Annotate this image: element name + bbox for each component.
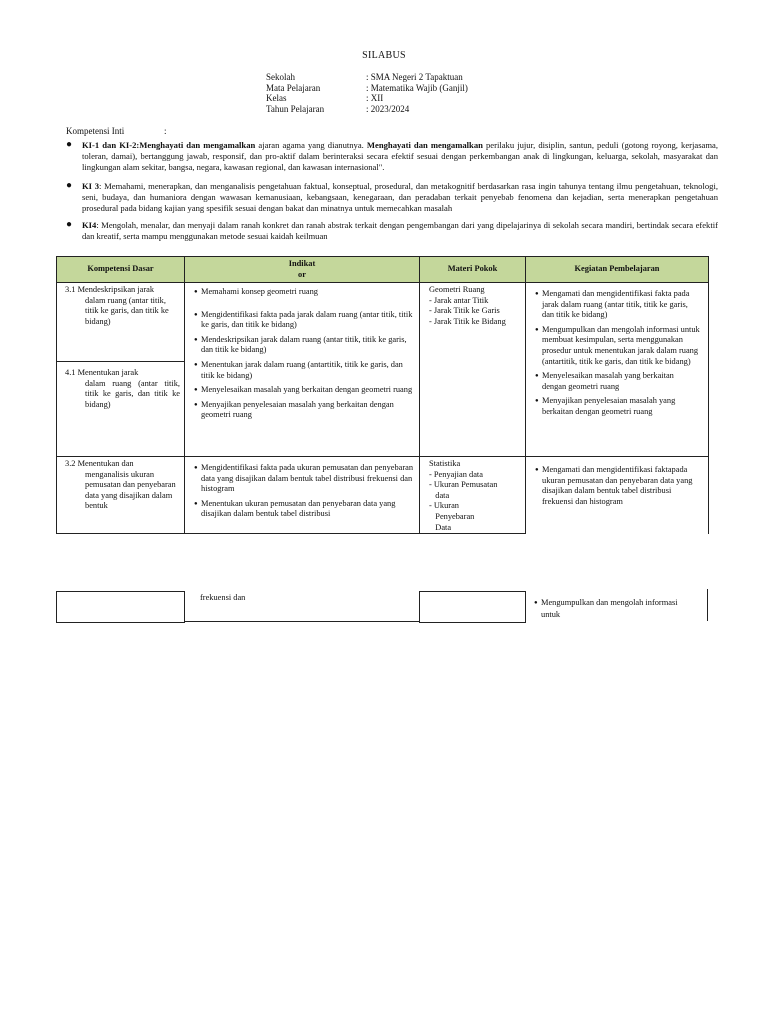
list-item: Data [429,522,452,532]
header-indikator-line2: or [298,269,306,279]
ki-1-2 [66,140,718,172]
table-row [57,283,709,362]
header-indikator-line1: Indikat [288,258,316,268]
table-row [57,457,709,534]
kd-3-2 [57,457,185,534]
info-label: Mata Pelajaran [266,82,321,93]
bullet-icon: ● [66,139,73,150]
syllabus-table [56,256,709,534]
info-value: : Matematika Wajib (Ganjil) [366,82,468,93]
table-header-row [57,257,709,283]
indikator-statistika [185,457,420,534]
ki-label: KI 3 [82,181,100,191]
bullet-icon: ● [66,180,73,191]
ki-text: : Mengolah, menalar, dan menyaji dalam ranah konkret dan ranah abstrak terkait dengan pengembangan dari yang dipelajarinya di sekolah secara mandiri, bertindak secara efektif dan kreatif, serta mampu menggunakan metode sesuai kaidah keilmuan [82,220,718,241]
list-item: ● Mengidentifikasi fakta pada jarak dalam ruang (antar titik, titik ke garis, dan titik ke bidang) [185,310,415,331]
ki-label: KI-1 dan KI-2 [82,140,137,150]
ki-4 [66,220,718,242]
kd-text: dalam ruang (antar titik, titik ke garis, dan titik ke bidang) [85,295,169,326]
list-item: - Penyajian data [429,469,483,479]
continuation-kegiatan-item [525,597,707,621]
kd-text: dalam ruang (antar titik, titik ke garis, dan titik ke bidang) [85,378,180,409]
list-item: ● Menentukan ukuran pemusatan dan penyebaran data yang disajikan dalam bentuk tabel distribusi [185,499,415,520]
info-label: Kelas [266,93,287,103]
kd-number: 4.1 Menentukan jarak [65,368,139,377]
continuation-materi-cell [419,591,526,623]
info-row-subject [266,83,468,94]
heading-text: Kompetensi Inti [66,126,125,136]
indikator-list [185,287,415,421]
list-item: ● Mengamati dan mengidentifikasi fakta pada jarak dalam ruang (antar titik, titik ke garis, dan titik ke bidang) [526,289,700,321]
bullet-icon: ● [534,600,538,606]
materi-title: Geometri Ruang [429,285,485,294]
bullet-icon: ● [66,219,73,230]
indikator-geometri [185,283,420,457]
continuation-indikator-text: frekuensi dan [200,593,246,602]
indikator-list [185,463,415,520]
ki-4-text [82,220,718,242]
list-item: ● Mengamati dan mengidentifikasi faktapada ukuran pemusatan dan penyebaran data yang disajikan dalam bentuk tabel distribusi frekuensi dan histogram [526,465,700,507]
list-item: - Jarak antar Titik [429,295,489,305]
info-label: Sekolah [266,72,295,82]
header-kompetensi-dasar: Kompetensi Dasar [57,257,185,283]
list-item: Penyebaran [429,511,475,521]
list-item: ● Menyelesaikan masalah yang berkaitan dengan geometri ruang [526,371,700,392]
info-row-school [266,72,468,83]
ki-3-text [82,181,718,213]
kd-text: menganalisis ukuran pemusatan dan penyebaran data yang disajikan dalam bentuk [85,469,176,511]
info-value: : 2023/2024 [366,103,410,114]
info-label: Tahun Pelajaran [266,103,325,114]
document-title: SILABUS [362,50,406,61]
ki-3 [66,181,718,213]
list-item: ● Menentukan jarak dalam ruang (antartitik, titik ke garis, dan titik ke bidang) [185,360,415,381]
header-indikator [185,257,420,283]
list-item: ● Menyajikan penyelesaian masalah yang berkaitan dengan geometri ruang [526,396,700,417]
materi-statistika [420,457,526,534]
kegiatan-list [526,289,700,418]
list-item: ● Memahami konsep geometri ruang [185,287,415,298]
kegiatan-statistika [526,457,709,534]
continuation-divider [184,621,419,622]
kd-3-1 [57,283,185,362]
list-item: - Ukuran Pemusatan [429,480,498,490]
kompetensi-inti-heading [66,126,167,136]
list-item: ● Menyajikan penyelesaian masalah yang berkaitan dengan geometri ruang [185,400,415,421]
info-row-year [266,104,468,115]
heading-colon: : [164,126,167,136]
list-item: - Jarak Titik ke Bidang [429,316,506,326]
info-value: : SMA Negeri 2 Tapaktuan [366,72,463,82]
header-materi-pokok: Materi Pokok [420,257,526,283]
list-item: ● Menyelesaikan masalah yang berkaitan dengan geometri ruang [185,385,415,396]
continuation-kegiatan-cell [525,589,708,621]
header-kegiatan: Kegiatan Pembelajaran [526,257,709,283]
ki-text: ajaran agama yang dianutnya. [255,140,367,150]
list-item: ● Mendeskripsikan jarak dalam ruang (antar titik, titik ke garis, dan titik ke bidang) [185,335,415,356]
list-item: Mengumpulkan dan mengolah informasi [541,598,678,607]
ki-1-2-text [82,140,718,172]
info-row-class [266,93,468,104]
list-item: data [429,490,450,500]
materi-title: Statistika [429,459,461,468]
kegiatan-list [526,465,700,507]
kd-number: 3.1 Mendeskripsikan jarak [65,285,155,294]
ki-label: KI4 [82,220,97,230]
list-item: ● Mengumpulkan dan mengolah informasi untuk membuat kesimpulan, serta menggunakan prosedur untuk menentukan jarak dalam ruang (antartitik, titik ke garis, dan titik ke bidang) [526,325,700,367]
school-info [266,72,468,114]
materi-geometri [420,283,526,457]
kegiatan-geometri [526,283,709,457]
list-item: - Jarak Titik ke Garis [429,306,500,316]
info-value: : XII [366,93,384,103]
kd-number: 3.2 Menentukan dan [65,459,134,468]
list-item: - Ukuran [429,501,459,511]
list-item: untuk [541,610,561,619]
ki-text: : Memahami, menerapkan, dan menganalisis pengetahuan faktual, konseptual, prosedural, dan metakognitif berdasarkan rasa ingin tahunya tentang ilmu pengetahuan, teknologi, seni, budaya, dan humaniora dengan wawasan kemanusiaan, kebangsaan, kenegaraan, dan peradaban terkait penyebab fenomena dan kejadian, serta menerapkan pengetahuan prosedural pada bidang kajian yang spesifik sesuai dengan bakat dan minatnya untuk memecahkan masalah [82,181,718,213]
continuation-kd-cell [56,591,185,623]
kd-4-1 [57,362,185,457]
list-item: ● Mengidentifikasi fakta pada ukuran pemusatan dan penyebaran data yang disajikan dalam bentuk tabel distribusi frekuensi dan histogram [185,463,415,495]
ki-emphasis: Menghayati dan mengamalkan [366,140,483,150]
ki-emphasis: :Menghayati dan mengamalkan [136,140,256,150]
ki-text: perilaku jujur, disiplin, santun, peduli (gotong royong, kerjasama, toleran, damai), bertanggung jawab, responsif, dan pro-aktif dalam berinteraksi secara efektif sesuai dengan perkembangan anak di lingkungan, keluarga, sekolah, masyarakat dan lingkungan alam sekitar, bangsa, negara, kawasan regional, dan kawasan internasional". [82,140,719,172]
